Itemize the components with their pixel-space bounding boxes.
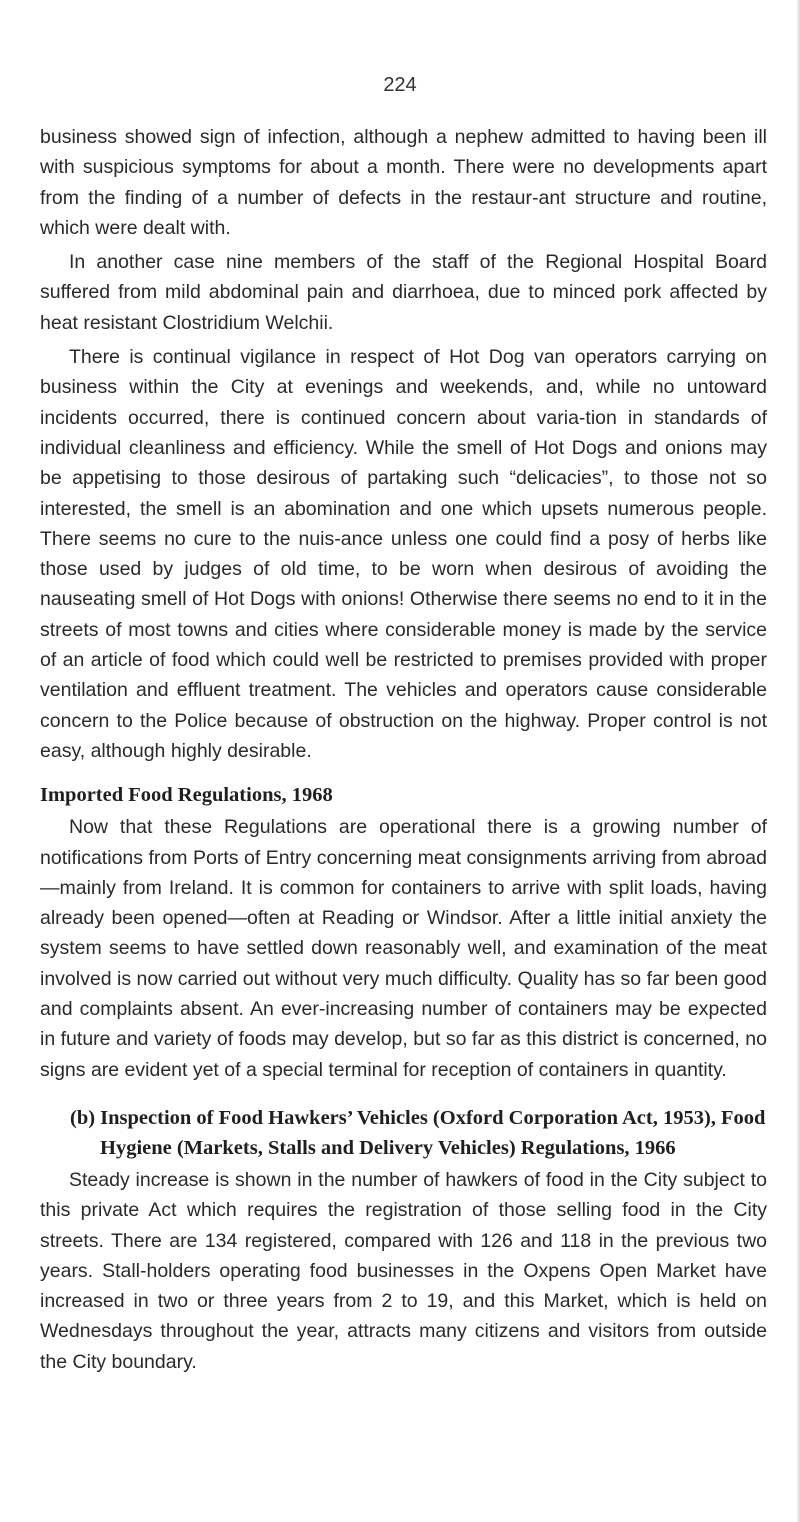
paragraph-hot-dog-vans: There is continual vigilance in respect of Hot Dog van operators carrying on business within the City at evenings and weekends, and, while no untoward incidents occurred, there is continued concern about varia-tion in standards of individual cleanliness and efficiency. While the smell of Hot Dogs and onions may be appetising to those desirous of partaking such “delicacies”, to those not so interested, the smell is an abomination and one which upsets numerous people. There seems no cure to the nuis-ance unless one could find a posy of herbs like those used by judges of old time, to be worn when desirous of avoiding the nauseating smell of Hot Dogs with onions! Otherwise there seems no end to it in the streets of most towns and cities where considerable money is made by the service of an article of food which could well be restricted to premises provided with proper ventilation and effluent treatment. The vehicles and operators cause considerable concern to the Police because of obstruction on the highway. Proper control is not easy, although highly desirable. <box>40 346 767 762</box>
paragraph-infection-case: business showed sign of infection, although a nephew admitted to having been ill with suspicious symptoms for about a month. There were no developments apart from the finding of a number of defects in the restaur-ant structure and routine, which were dealt with. <box>40 126 767 239</box>
page-number: 224 <box>383 74 417 96</box>
paragraph-imported-food: Now that these Regulations are operational there is a growing number of notifications from Ports of Entry concerning meat consignments arriving from abroad—mainly from Ireland. It is common for containers to arrive with split loads, having already been opened—often at Reading or Windsor. After a little initial anxiety the system seems to have settled down reasonably well, and examination of the meat involved is now carried out without very much difficulty. Quality has so far been good and complaints absent. An ever-increasing number of containers may be expected in future and variety of foods may develop, but so far as this district is concerned, no signs are evident yet of a special terminal for reception of containers in quantity. <box>40 816 767 1081</box>
paragraph-food-hawkers: Steady increase is shown in the number of hawkers of food in the City subject to this private Act which requires the registration of those selling food in the City streets. There are 134 registered, compared with 126 and 118 in the previous two years. Stall-holders operating food businesses in the Oxpens Open Market have increased in two or three years from 2 to 19, and this Market, which is held on Wednesdays throughout the year, attracts many citizens and visitors from outside the City boundary. <box>40 1168 767 1373</box>
page-body <box>40 122 767 1377</box>
heading-imported-food-regulations: Imported Food Regulations, 1968 <box>40 784 333 807</box>
paragraph-hospital-staff-case: In another case nine members of the staff of the Regional Hospital Board suffered from mild abdominal pain and diarrhoea, due to minced pork affected by heat resistant Clostridium Welchii. <box>40 251 767 334</box>
heading-food-hawkers-vehicles: (b) Inspection of Food Hawkers’ Vehicles (Oxford Corporation Act, 1953), Food Hygiene (Markets, Stalls and Delivery Vehicles) Regulations, 1966 <box>70 1106 766 1159</box>
